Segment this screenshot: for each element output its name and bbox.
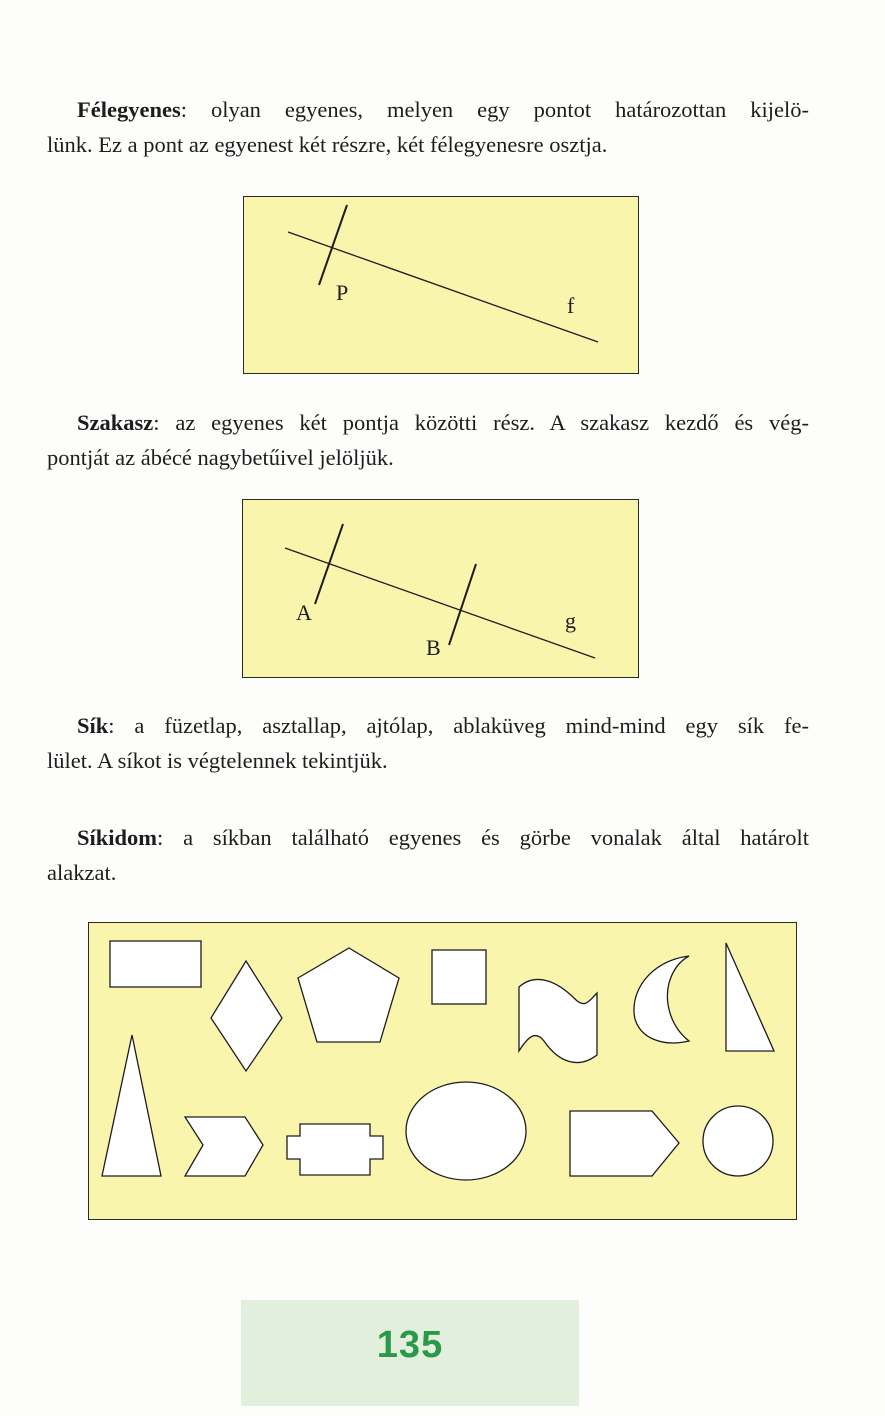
- definition-text-line1: : az egyenes két pontja közötti rész. A szakasz kezdő és vég-: [153, 410, 809, 435]
- definition-text-line2: lület. A síkot is végtelennek tekintjük.: [47, 748, 388, 773]
- definition-text-line2: alakzat.: [47, 860, 117, 885]
- circle-shape: [703, 1106, 773, 1176]
- notched-rectangle-shape: [287, 1124, 383, 1175]
- point-b-marker: [449, 564, 476, 645]
- definition-segment: [47, 405, 809, 475]
- definition-text-line1: : olyan egyenes, melyen egy pontot határozottan kijelö-: [180, 97, 809, 122]
- wavy-shape: [519, 979, 597, 1062]
- ellipse-shape: [406, 1082, 526, 1180]
- half-line-f: [288, 232, 598, 342]
- pentagon-shape: [298, 948, 399, 1042]
- label-line-g: g: [565, 608, 576, 633]
- rhombus-shape: [211, 961, 282, 1071]
- term-plane-figure: Síkidom: [77, 825, 158, 850]
- segment-diagram: [243, 500, 640, 679]
- rectangle-shape: [110, 941, 201, 987]
- plane-shapes-figure: [88, 922, 797, 1220]
- square-shape: [432, 950, 486, 1004]
- label-point-a: A: [296, 600, 312, 625]
- term-half-line: Félegyenes: [77, 97, 181, 122]
- segment-figure: [242, 499, 639, 678]
- definition-text-line2: lünk. Ez a pont az egyenest két részre, két félegyenesre osztja.: [47, 132, 608, 157]
- right-triangle-shape: [726, 943, 774, 1051]
- tall-triangle-shape: [102, 1035, 161, 1176]
- definition-text-line2: pontját az ábécé nagybetűivel jelöljük.: [47, 445, 394, 470]
- term-plane: Sík: [77, 713, 109, 738]
- crescent-shape: [634, 956, 689, 1043]
- half-line-figure: [243, 196, 639, 374]
- term-segment: Szakasz: [77, 410, 154, 435]
- definition-plane: [47, 708, 809, 778]
- point-a-marker: [315, 524, 343, 604]
- arrow-pentagon-shape: [570, 1111, 679, 1176]
- page-number-box: [241, 1300, 579, 1406]
- definition-half-line: [47, 92, 809, 162]
- label-point-p: P: [336, 280, 349, 305]
- half-line-diagram: [244, 197, 640, 375]
- chevron-shape: [185, 1117, 263, 1176]
- label-point-b: B: [426, 635, 441, 660]
- plane-shapes-diagram: [89, 923, 798, 1221]
- definition-text-line1: : a síkban található egyenes és görbe vonalak által határolt: [157, 825, 809, 850]
- definition-plane-figure: [47, 820, 809, 890]
- label-line-f: f: [567, 293, 575, 318]
- page-number: 135: [376, 1324, 444, 1366]
- definition-text-line1: : a füzetlap, asztallap, ajtólap, ablaküveg mind-mind egy sík fe-: [108, 713, 809, 738]
